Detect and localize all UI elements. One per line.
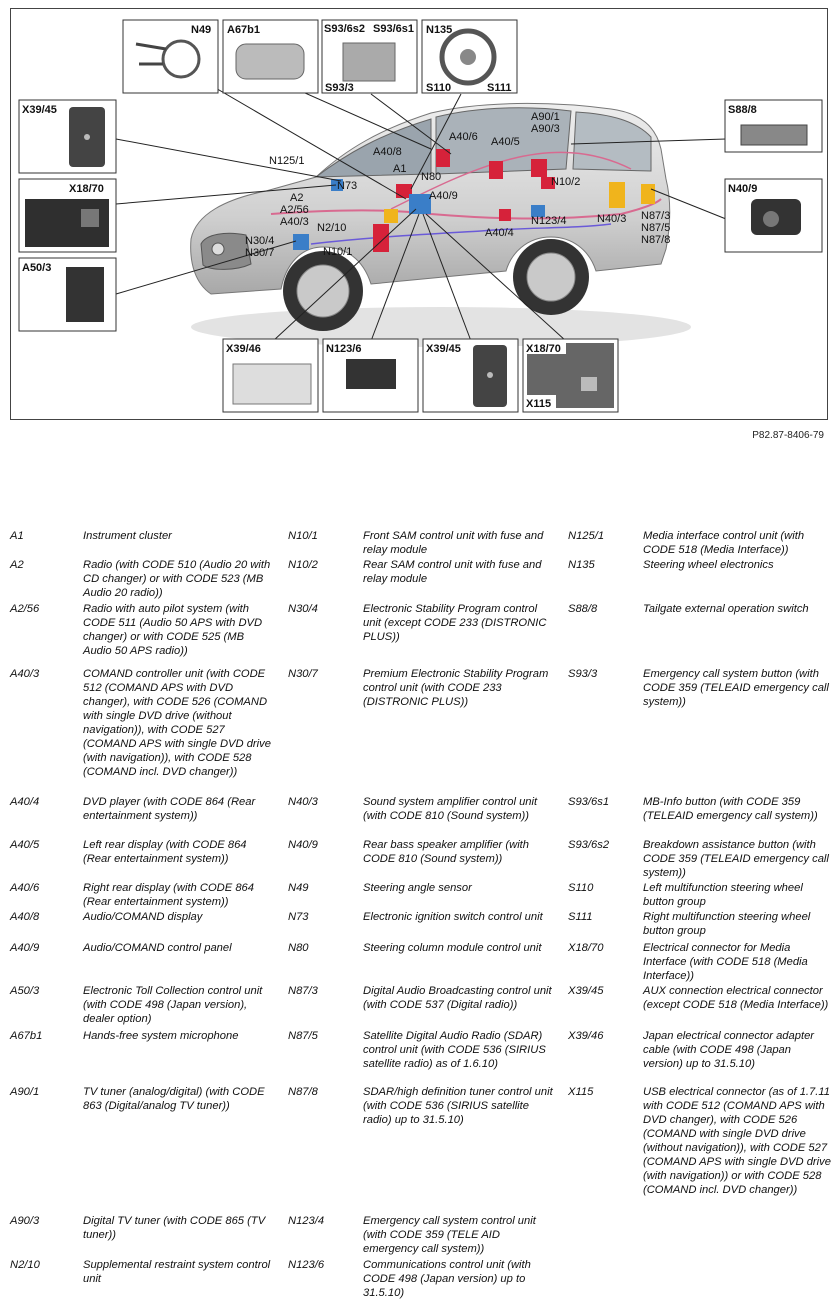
legend-code: S88/8 — [568, 603, 598, 615]
legend-description: Radio (with CODE 510 (Audio 20 with CD changer) or with CODE 523 (MB Audio 20 radio)) — [83, 559, 271, 599]
legend-code: S93/3 — [568, 668, 598, 680]
legend-code: N40/3 — [288, 796, 318, 808]
svg-text:N10/1: N10/1 — [323, 246, 353, 258]
legend-code: N80 — [288, 942, 309, 954]
legend-description: Rear SAM control unit with fuse and relay module — [363, 559, 542, 585]
svg-text:X115: X115 — [526, 398, 552, 410]
svg-text:A40/9: A40/9 — [429, 190, 458, 202]
legend-description: Emergency call system button (with CODE 359 (TELEAID emergency call system)) — [643, 668, 829, 708]
svg-text:S93/3: S93/3 — [325, 82, 354, 94]
legend-code: A2/56 — [10, 603, 40, 615]
legend-description: Emergency call system control unit (with CODE 359 (TELE AID emergency call system)) — [363, 1215, 536, 1255]
svg-text:N87/8: N87/8 — [641, 234, 671, 246]
legend-code: X39/45 — [568, 985, 604, 997]
legend-description: Audio/COMAND display — [83, 911, 203, 923]
legend-code: A2 — [10, 559, 24, 571]
legend-code: N10/2 — [288, 559, 318, 571]
legend-code: N87/3 — [288, 985, 318, 997]
legend-description: Steering wheel electronics — [643, 559, 774, 571]
legend-description: TV tuner (analog/digital) (with CODE 863 (Digital/analog TV tuner)) — [83, 1086, 265, 1112]
legend-code: A50/3 — [10, 985, 40, 997]
svg-text:X18/70: X18/70 — [69, 183, 104, 195]
svg-text:A40/6: A40/6 — [449, 131, 478, 143]
legend-description: Supplemental restraint system control unit — [83, 1259, 271, 1285]
legend-description: Digital TV tuner (with CODE 865 (TV tuner)) — [83, 1215, 266, 1241]
module-n2-10 — [373, 224, 389, 252]
module-a90 — [531, 159, 547, 177]
legend-description: SDAR/high definition tuner control unit (with CODE 536 (SIRIUS satellite radio) up to 31.5.10) — [363, 1086, 553, 1126]
legend-code: X39/46 — [568, 1030, 604, 1042]
legend-description: Media interface control unit (with CODE 518 (Media Interface)) — [643, 530, 805, 556]
module-n30 — [293, 234, 309, 250]
legend-code: N123/6 — [288, 1259, 325, 1271]
legend-code: A40/9 — [10, 942, 40, 954]
svg-text:A50/3: A50/3 — [22, 262, 52, 274]
svg-text:A40/3: A40/3 — [280, 216, 309, 228]
legend-code: N30/4 — [288, 603, 318, 615]
legend-code: N30/7 — [288, 668, 318, 680]
diagram-canvas — [11, 9, 827, 419]
legend-code: N2/10 — [10, 1259, 40, 1271]
legend-code: N40/9 — [288, 839, 318, 851]
svg-text:N10/2: N10/2 — [551, 176, 581, 188]
legend-description: Breakdown assistance button (with CODE 359 (TELEAID emergency call system)) — [643, 839, 829, 879]
legend-code: A90/1 — [10, 1086, 40, 1098]
legend-code: A40/4 — [10, 796, 40, 808]
svg-text:X18/70: X18/70 — [526, 343, 561, 355]
svg-text:A2: A2 — [290, 192, 304, 204]
legend-code: N10/1 — [288, 530, 318, 542]
legend-description: Electrical connector for Media Interface (with CODE 518 (Media Interface)) — [643, 942, 808, 982]
legend-code: X115 — [568, 1086, 594, 1098]
legend-description: AUX connection electrical connector (except CODE 518 (Media Interface)) — [643, 985, 829, 1011]
svg-text:A90/1: A90/1 — [531, 111, 560, 123]
svg-text:S93/6s1: S93/6s1 — [373, 23, 414, 35]
legend-description: Japan electrical connector adapter cable (with CODE 498 (Japan version) up to 31.5.10) — [643, 1030, 815, 1070]
legend-description: Communications control unit (with CODE 498 (Japan version) up to 31.5.10) — [363, 1259, 531, 1299]
svg-text:N87/5: N87/5 — [641, 222, 671, 234]
svg-text:N30/4: N30/4 — [245, 235, 275, 247]
svg-text:N40/9: N40/9 — [728, 183, 758, 195]
legend-code: N123/4 — [288, 1215, 325, 1227]
svg-text:A40/8: A40/8 — [373, 146, 402, 158]
svg-text:N87/3: N87/3 — [641, 210, 671, 222]
svg-text:N40/3: N40/3 — [597, 213, 627, 225]
svg-text:A1: A1 — [393, 163, 407, 175]
svg-text:X39/45: X39/45 — [426, 343, 461, 355]
legend-description: MB-Info button (with CODE 359 (TELEAID emergency call system)) — [643, 796, 818, 822]
svg-text:N80: N80 — [421, 171, 442, 183]
component-location-diagram — [10, 8, 828, 420]
legend-code: A90/3 — [10, 1215, 40, 1227]
svg-text:S111: S111 — [487, 82, 512, 94]
svg-text:N30/7: N30/7 — [245, 247, 275, 259]
legend-description: COMAND controller unit (with CODE 512 (COMAND APS with DVD changer), with CODE 526 (COMAND with single DVD drive (without navigation)), with CODE 527 (COMAND APS with single DVD drive (with navigation)), with CODE 528 (COMAND incl. DVD changer)) — [83, 668, 271, 778]
legend-description: Satellite Digital Audio Radio (SDAR) control unit (with CODE 536 (SIRIUS satellite radio) as of 1.6.10) — [363, 1030, 546, 1070]
legend-code: X18/70 — [568, 942, 604, 954]
legend-description: Electronic Stability Program control unit (except CODE 233 (DISTRONIC PLUS)) — [363, 603, 547, 643]
legend-code: N87/8 — [288, 1086, 318, 1098]
legend-description: Sound system amplifier control unit (with CODE 810 (Sound system)) — [363, 796, 538, 822]
legend-description: Electronic Toll Collection control unit (with CODE 498 (Japan version), dealer option) — [83, 985, 263, 1025]
figure-reference: P82.87-8406-79 — [752, 430, 824, 441]
svg-text:N73: N73 — [337, 180, 358, 192]
legend-code: N87/5 — [288, 1030, 318, 1042]
svg-text:N123/6: N123/6 — [326, 343, 362, 355]
svg-text:A40/4: A40/4 — [485, 227, 514, 239]
legend-description: DVD player (with CODE 864 (Rear entertainment system)) — [83, 796, 256, 822]
svg-text:X39/46: X39/46 — [226, 343, 261, 355]
legend-description: Left multifunction steering wheel button group — [643, 882, 803, 908]
legend-description: Right rear display (with CODE 864 (Rear entertainment system)) — [83, 882, 254, 908]
legend-description: Instrument cluster — [83, 530, 172, 542]
svg-text:X39/45: X39/45 — [22, 104, 57, 116]
legend-code: N73 — [288, 911, 309, 923]
module-a2 — [384, 209, 398, 223]
legend-description: Tailgate external operation switch — [643, 603, 809, 615]
legend-code: N125/1 — [568, 530, 605, 542]
legend-description: USB electrical connector (as of 1.7.11 with CODE 512 (COMAND APS with DVD changer), with CODE 526 (COMAND with single DVD drive (without navigation)), with CODE 527 (COMAND APS with single DVD drive (with navigation)) or with CODE 528 (COMAND incl. DVD changer)) — [643, 1086, 831, 1196]
legend-column-1 — [10, 529, 280, 1304]
legend-code: S93/6s2 — [568, 839, 610, 851]
legend-description: Left rear display (with CODE 864 (Rear entertainment system)) — [83, 839, 247, 865]
svg-text:N2/10: N2/10 — [317, 222, 347, 234]
legend-code: S111 — [568, 911, 593, 923]
module-a40-9 — [409, 194, 431, 214]
legend-description: Rear bass speaker amplifier (with CODE 810 (Sound system)) — [363, 839, 530, 865]
legend-column-3 — [568, 529, 833, 1304]
legend-description: Premium Electronic Stability Program control unit (with CODE 233 (DISTRONIC PLUS)) — [363, 668, 549, 708]
legend-code: S110 — [568, 882, 594, 894]
svg-text:A67b1: A67b1 — [227, 24, 261, 36]
legend-description: Steering angle sensor — [363, 882, 472, 894]
svg-text:N49: N49 — [191, 24, 212, 36]
legend-code: A40/8 — [10, 911, 40, 923]
module-a40-5 — [489, 161, 503, 179]
svg-text:N125/1: N125/1 — [269, 155, 305, 167]
legend-code: A40/5 — [10, 839, 40, 851]
legend-description: Right multifunction steering wheel button group — [643, 911, 811, 937]
legend-code: A67b1 — [10, 1030, 43, 1042]
legend-description: Electronic ignition switch control unit — [363, 911, 543, 923]
legend-column-2 — [288, 529, 558, 1304]
module-a40-4 — [499, 209, 511, 221]
svg-text:A90/3: A90/3 — [531, 123, 560, 135]
legend-description: Radio with auto pilot system (with CODE 511 (Audio 50 APS with DVD changer) or with CODE 525 (MB Audio 50 APS radio)) — [83, 603, 263, 657]
legend-code: N49 — [288, 882, 309, 894]
car-illustration — [191, 103, 691, 347]
legend-description: Front SAM control unit with fuse and relay module — [363, 530, 544, 556]
svg-text:S88/8: S88/8 — [728, 104, 757, 116]
svg-text:A2/56: A2/56 — [280, 204, 309, 216]
module-n40-3 — [609, 182, 625, 208]
svg-text:S93/6s2: S93/6s2 — [324, 23, 365, 35]
legend-description: Digital Audio Broadcasting control unit (with CODE 537 (Digital radio)) — [363, 985, 552, 1011]
svg-text:N123/4: N123/4 — [531, 215, 567, 227]
legend-code: A1 — [10, 530, 24, 542]
svg-text:A40/5: A40/5 — [491, 136, 520, 148]
legend-code: A40/6 — [10, 882, 40, 894]
legend-code: A40/3 — [10, 668, 40, 680]
legend-description: Hands-free system microphone — [83, 1030, 239, 1042]
module-n87 — [641, 184, 655, 204]
svg-text:S110: S110 — [426, 82, 452, 94]
legend-code: N135 — [568, 559, 595, 571]
legend-description: Audio/COMAND control panel — [83, 942, 232, 954]
legend-description: Steering column module control unit — [363, 942, 542, 954]
legend-code: S93/6s1 — [568, 796, 610, 808]
svg-text:N135: N135 — [426, 24, 453, 36]
